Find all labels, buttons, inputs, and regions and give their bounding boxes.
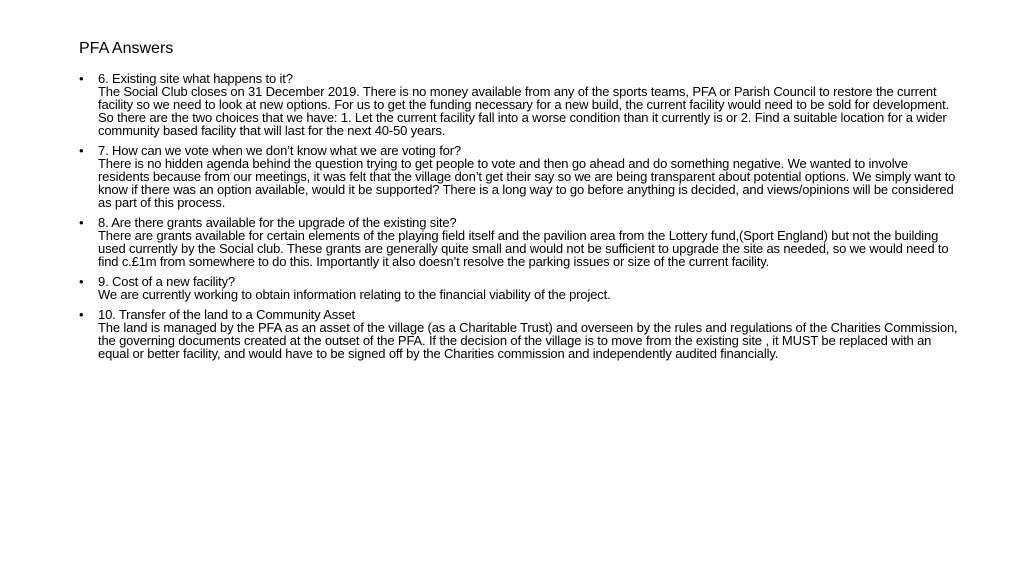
bullet-icon: • — [79, 307, 84, 322]
question-text: 9. Cost of a new facility? — [98, 274, 235, 289]
answer-text: The land is managed by the PFA as an asset of the village (as a Charitable Trust) and overseen by the rules and regulations of the Charities Commission, the governing documents created at the outset of the PFA. If the decision of the village is to move from the existing site , it MUST be replaced with an equal or better facility, and would have to be signed off by the Charities commission and independently audited financially. — [98, 320, 958, 361]
question-text: 8. Are there grants available for the upgrade of the existing site? — [98, 215, 457, 230]
answer-text: There are grants available for certain elements of the playing field itself and the pavilion area from the Lottery fund,(Sport England) but not the building used currently by the Social club. These grants are generally quite small and would not be sufficient to upgrade the site as needed, so we would need to find c.£1m from somewhere to do this. Importantly it also doesn’t resolve the parking issues or size of the current facility. — [98, 228, 949, 269]
question-text: 6. Existing site what happens to it? — [98, 71, 293, 86]
question-text: 10. Transfer of the land to a Community Asset — [98, 307, 355, 322]
answer-text: We are currently working to obtain information relating to the financial viability of the project. — [98, 287, 611, 302]
bullet-icon: • — [79, 215, 84, 230]
list-item — [79, 308, 959, 360]
list-item — [79, 216, 959, 268]
list-item — [79, 72, 959, 137]
bullet-icon: • — [79, 143, 84, 158]
answer-text: There is no hidden agenda behind the question trying to get people to vote and then go ahead and do something negative. We wanted to involve residents because from our meetings, it was felt that the village don’t get their say so we are being transparent about potential options. We simply want to know if there was an option available, would it be supported? There is a long way to go before anything is decided, and views/opinions will be considered as part of this process. — [98, 156, 956, 210]
answers-list — [79, 72, 959, 367]
list-item — [79, 275, 959, 301]
question-text: 7. How can we vote when we don’t know what we are voting for? — [98, 143, 461, 158]
list-item — [79, 144, 959, 209]
answer-text: The Social Club closes on 31 December 2019. There is no money available from any of the sports teams, PFA or Parish Council to restore the current facility so we need to look at new options. For us to get the funding necessary for a new build, the current facility would need to be sold for development. So there are the two choices that we have: 1. Let the current facility fall into a worse condition than it currently is or 2. Find a suitable location for a wider community based facility that will last for the next 40-50 years. — [98, 84, 949, 138]
bullet-icon: • — [79, 274, 84, 289]
slide-title: PFA Answers — [79, 40, 174, 57]
bullet-icon: • — [79, 71, 84, 86]
